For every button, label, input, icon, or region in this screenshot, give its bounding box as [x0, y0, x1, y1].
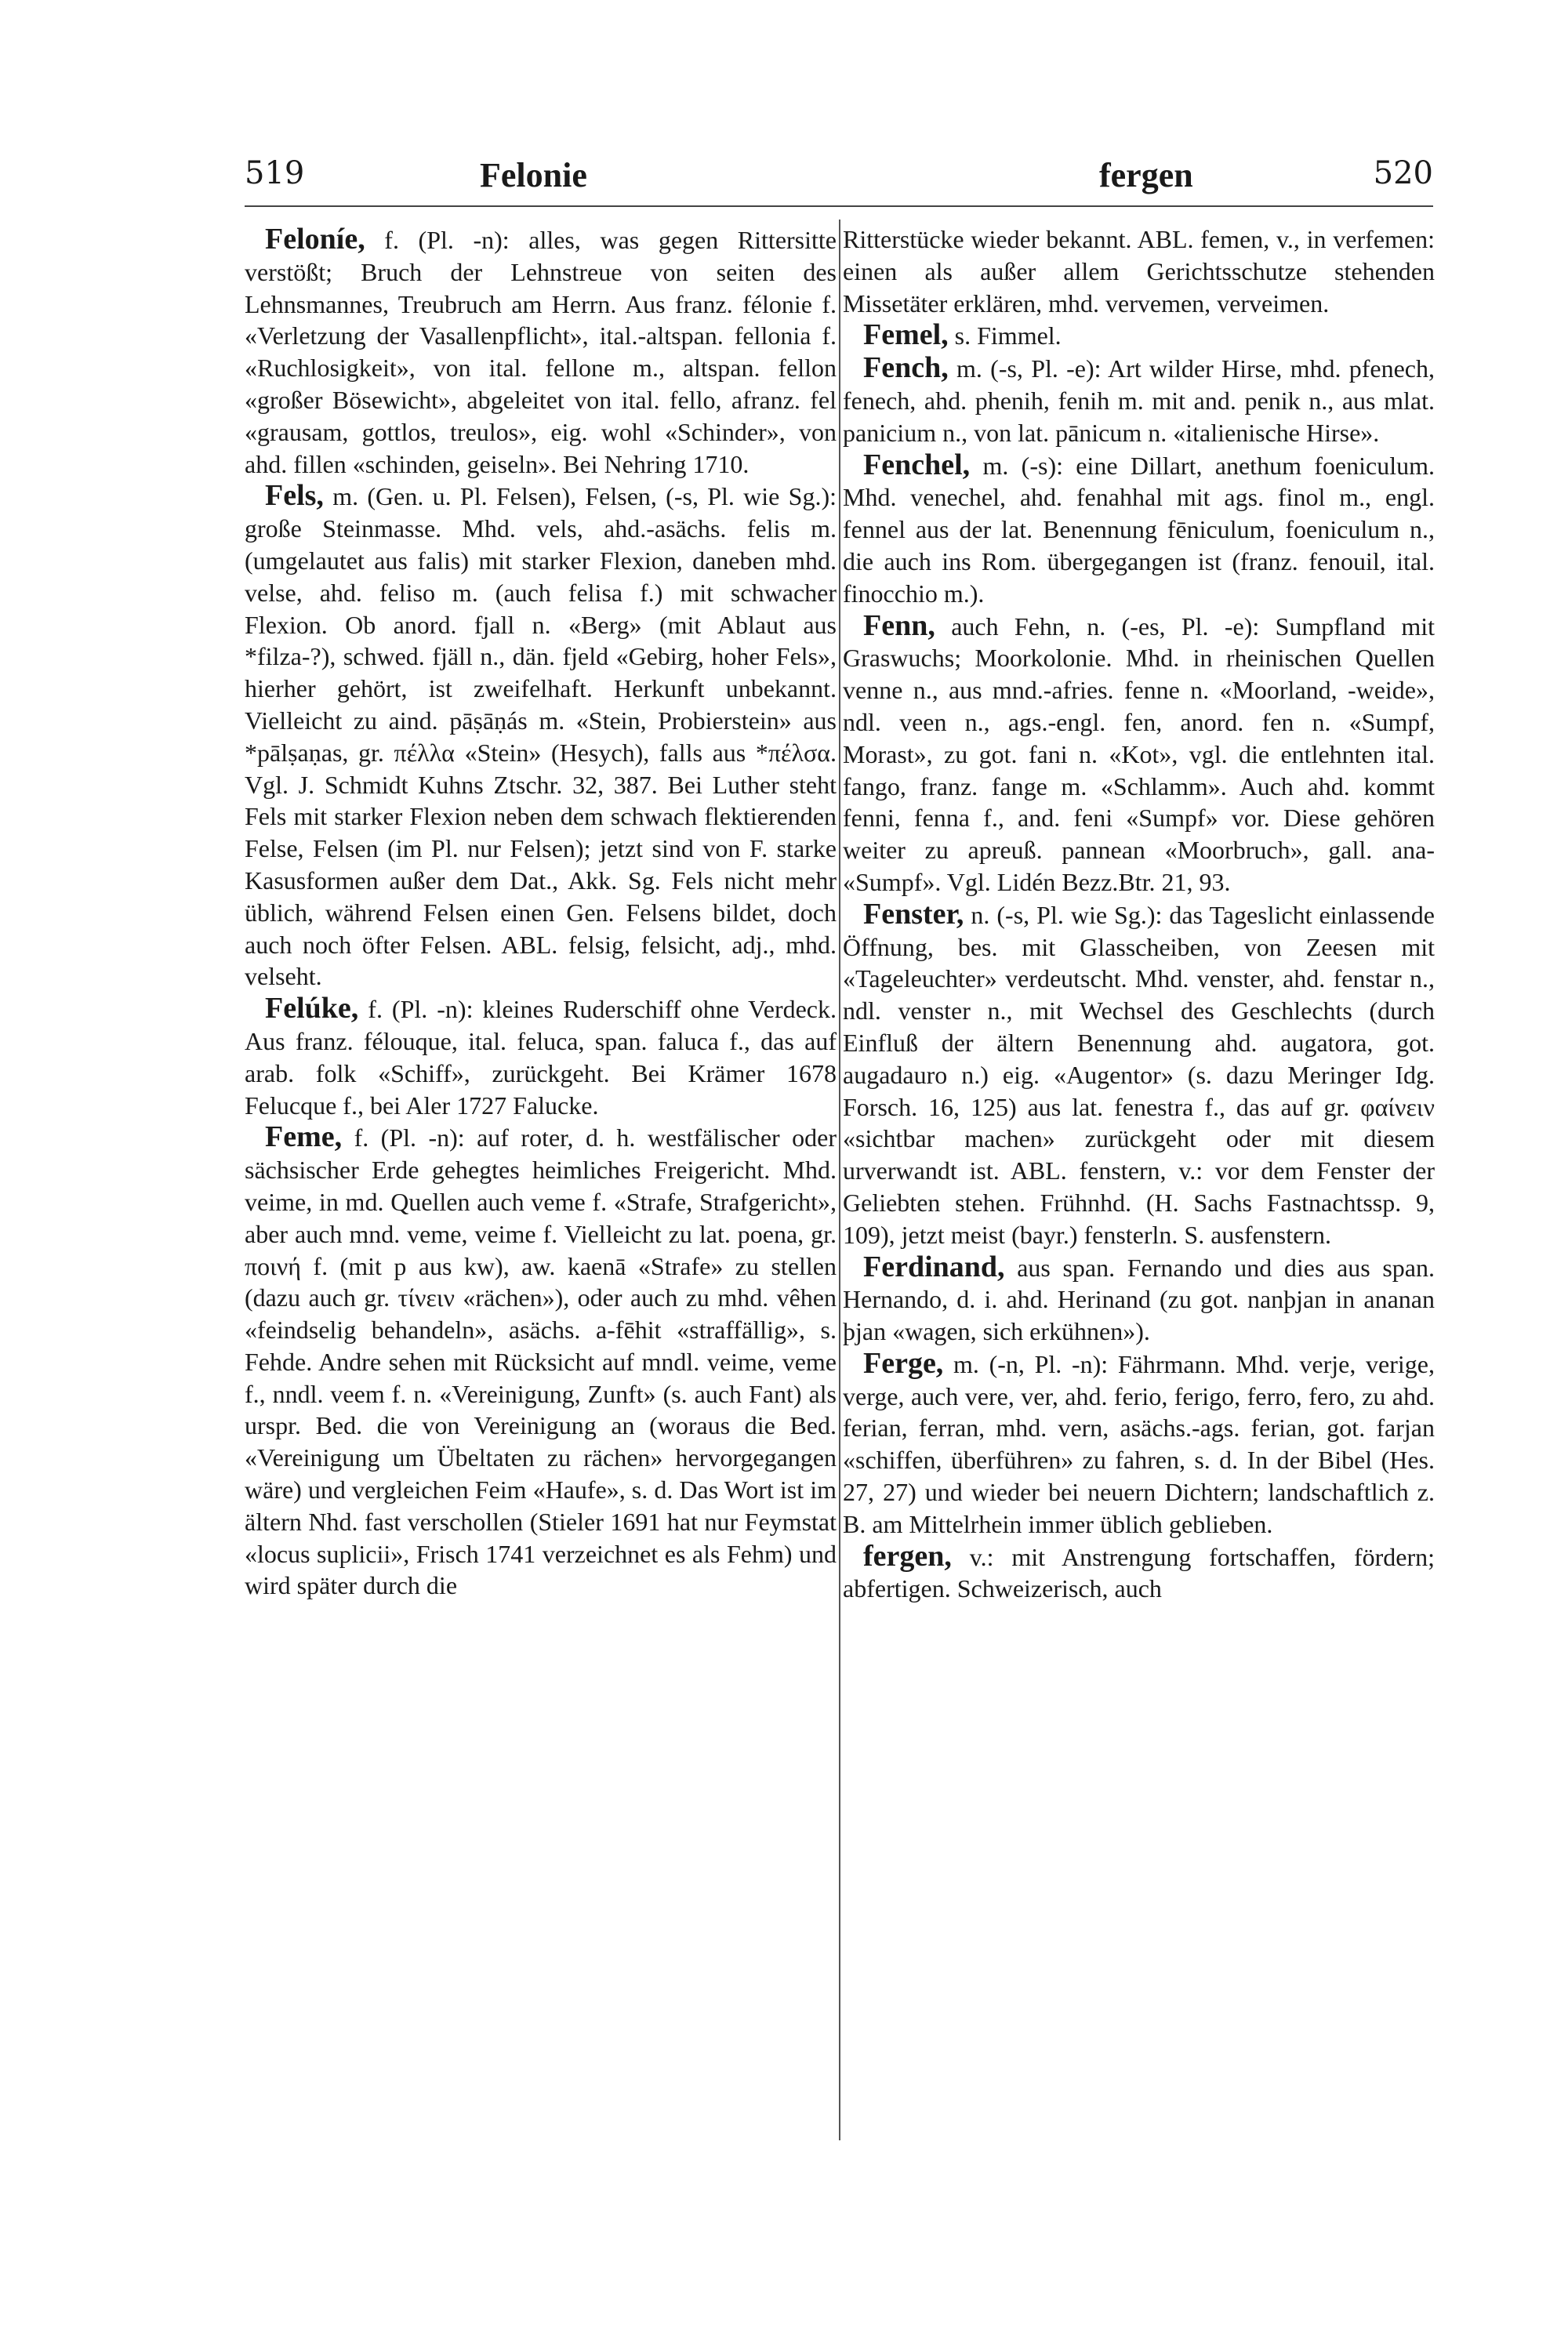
entry — [245, 223, 837, 480]
entry-headword: Feme, — [265, 1120, 343, 1154]
entry — [843, 1251, 1435, 1348]
right-column — [843, 223, 1435, 1605]
entry-headword: Fench, — [863, 351, 949, 385]
entry-text: n. (-s, Pl. wie Sg.): das Tageslicht einlassende Öffnung, bes. mit Glasscheiben, von Zeesen mit «Tageleuchter» verdeutscht. Mhd. venster, ahd. fenstar n., ndl. venster n., mit Wechsel des Geschlechts (durch Einfluß der ältern Benennung ahd. augatora, got. augadauro n.) eig. «Augentor» (s. dazu Meringer Idg. Forsch. 16, 125) aus lat. fenestra f., das auf gr. φαίνειν «sichtbar machen» zurückgeht oder mit diesem urverwandt ist. ABL. fenstern, v.: vor dem Fenster der Geliebten stehen. Frühnhd. (H. Sachs Fastnachtssp. 9, 109), jetzt meist (bayr.) fensterln. S. ausfenstern. — [843, 900, 1436, 1249]
entry — [843, 449, 1435, 610]
entry-text: m. (-s, Pl. -e): Art wilder Hirse, mhd. pfenech, fenech, ahd. phenih, fenih m. mit and. penik n., aus mlat. panicium n., von lat. pānicum n. «italienische Hirse». — [843, 354, 1436, 447]
entry-headword: Ferdinand, — [863, 1250, 1005, 1283]
entry-text: auch Fehn, n. (-es, Pl. -e): Sumpfland mit Graswuchs; Moorkolonie. Mhd. in rheinischen Quellen venne n., aus mnd.-afries. fenne n. «Moorland, -weide», ndl. veen n., ags.-engl. fen, anord. fen n. «Sumpf, Morast», zu got. fani n. «Kot», vgl. die entlehnten ital. fango, franz. fange m. «Schlamm». Auch ahd. kommt fenni, fenna f., and. feni «Sumpf» vor. Diese gehören weiter zu apreuß. pannean «Moorbruch», gall. ana- «Sumpf». Vgl. Lidén Bezz.Btr. 21, 93. — [843, 612, 1436, 896]
entry-headword: fergen, — [863, 1539, 952, 1573]
entry — [245, 993, 837, 1121]
entry-text: s. Fimmel. — [954, 321, 1062, 350]
entry-headword: Fels, — [265, 479, 324, 513]
left-column — [245, 223, 837, 1602]
entry-text: f. (Pl. -n): alles, was gegen Rittersitte verstößt; Bruch der Lehnstreue von seiten des Lehnsmannes, Treubruch am Herrn. Aus franz. félonie f. «Verletzung der Vasallenpflicht», ital.-altspan. fellonia f. «Ruchlosigkeit», von ital. fellone m., altspan. fellon «großer Bösewicht», abgeleitet von ital. fello, afranz. fel «grausam, gottlos, treulos», eig. wohl «Schinder», von ahd. fillen «schinden, geiseln». Bei Nehring 1710. — [245, 226, 837, 478]
entry-headword: Ferge, — [863, 1346, 944, 1380]
entry-headword: Fenster, — [863, 897, 964, 931]
page-number-right: 520 — [1373, 155, 1433, 191]
entry-text: Ritterstücke wieder bekannt. ABL. femen, v., in verfemen: einen als außer allem Gerichtsschutze stehenden Missetäter erklären, mhd. vervemen, verveimen. — [843, 225, 1435, 318]
entry — [245, 1121, 837, 1602]
entry — [843, 352, 1435, 448]
entry-headword: Fenn, — [863, 608, 935, 642]
entry-text: aus span. Fernando und dies aus span. Hernando, d. i. ahd. Herinand (zu got. nanþjan in ananan þjan «wagen, sich erkühnen»). — [843, 1253, 1436, 1346]
entry-text: f. (Pl. -n): kleines Ruderschiff ohne Verdeck. Aus franz. félouque, ital. feluca, span. faluca f., das auf arab. folk «Schiff», zurückgeht. Bei Krämer 1678 Felucque f., bei Aler 1727 Falucke. — [245, 995, 837, 1120]
entry — [843, 319, 1435, 352]
page-number-left: 519 — [245, 155, 305, 191]
entry-text: m. (Gen. u. Pl. Felsen), Felsen, (-s, Pl. wie Sg.): große Steinmasse. Mhd. vels, ahd.-asächs. felis m. (umgelautet aus falis) mit starker Flexion, daneben mhd. velse, ahd. feliso m. (auch felisa f.) mit schwacher Flexion. Ob anord. fjall n. «Berg» (mit Ablaut aus *filza-?), schwed. fjäll n., dän. fjeld «Gebirg, hoher Fels», hierher gehört, ist zweifelhaft. Herkunft unbekannt. Vielleicht zu aind. pāṣāṇás m. «Stein, Probierstein» aus *pālṣaṇas, gr. πέλλα «Stein» (Hesych), falls aus *πέλσα. Vgl. J. Schmidt Kuhns Ztschr. 32, 387. Bei Luther steht Fels mit starker Flexion neben dem schwach flektierenden Felse, Felsen (im Pl. nur Felsen); jetzt sind von F. starke Kasusformen außer dem Dat., Akk. Sg. Fels nicht mehr üblich, während Felsen einen Gen. Felsens bildet, doch auch noch öfter Felsen. ABL. felsig, felsicht, adj., mhd. velseht. — [245, 482, 837, 991]
entry-text: m. (-s): eine Dillart, anethum foeniculum. Mhd. venechel, ahd. fenahhal mit ags. finol m., engl. fennel aus der lat. Benennung fēniculum, foeniculum n., die auch ins Rom. übergegangen ist (franz. fenouil, ital. finocchio m.). — [843, 451, 1436, 608]
entry — [843, 1541, 1435, 1606]
entry — [843, 1348, 1435, 1541]
column-divider — [839, 220, 840, 2140]
entry — [843, 898, 1435, 1251]
entry-headword: Femel, — [863, 318, 949, 352]
entry-headword: Feloníe, — [265, 223, 365, 256]
entry — [245, 480, 837, 993]
entry-headword: Fenchel, — [863, 448, 971, 481]
entry-text: v.: mit Anstrengung fortschaffen, fördern; abfertigen. Schweizerisch, auch — [843, 1542, 1436, 1603]
running-header — [245, 155, 1433, 202]
running-headword-right: fergen — [1099, 156, 1193, 194]
entry — [843, 610, 1435, 898]
entry-continuation — [843, 223, 1435, 319]
entry-headword: Felúke, — [265, 992, 359, 1025]
header-rule — [245, 205, 1433, 207]
entry-text: m. (-n, Pl. -n): Fährmann. Mhd. verje, verige, verge, auch vere, ver, ahd. ferio, ferigo, ferro, fero, zu ahd. ferian, ferran, mhd. vern, asächs.-ags. ferian, got. farjan «schiffen, überführen» zu fahren, s. d. In der Bibel (Hes. 27, 27) und wieder bei neuern Dichtern; landschaftlich z. B. am Mittelrhein immer üblich geblieben. — [843, 1349, 1436, 1538]
running-headword-left: Felonie — [480, 156, 587, 194]
entry-text: f. (Pl. -n): auf roter, d. h. westfälischer oder sächsischer Erde gehegtes heimliches Freigericht. Mhd. veime, in md. Quellen auch veme f. «Strafe, Strafgericht», aber auch mnd. veme, veime f. Vielleicht zu lat. poena, gr. ποινή f. (mit p aus kw), aw. kaenā «Strafe» zu stellen (dazu auch gr. τίνειν «rächen»), oder auch zu mhd. vêhen «feindselig behandeln», asächs. a-fēhit «straffällig», s. Fehde. Andre sehen mit Rücksicht auf mndl. veime, veme f., nndl. veem f. n. «Vereinigung, Zunft» (s. auch Fant) als urspr. Bed. die von Vereinigung an (woraus die Bed. «Vereinigung um Übeltaten zu rächen» hervorgegangen wäre) und vergleichen Feim «Haufe», s. d. Das Wort ist im ältern Nhd. fast verschollen (Stieler 1691 hat nur Feymstat «locus suplicii», Frisch 1741 verzeichnet es als Fehm) und wird später durch die — [245, 1123, 837, 1600]
